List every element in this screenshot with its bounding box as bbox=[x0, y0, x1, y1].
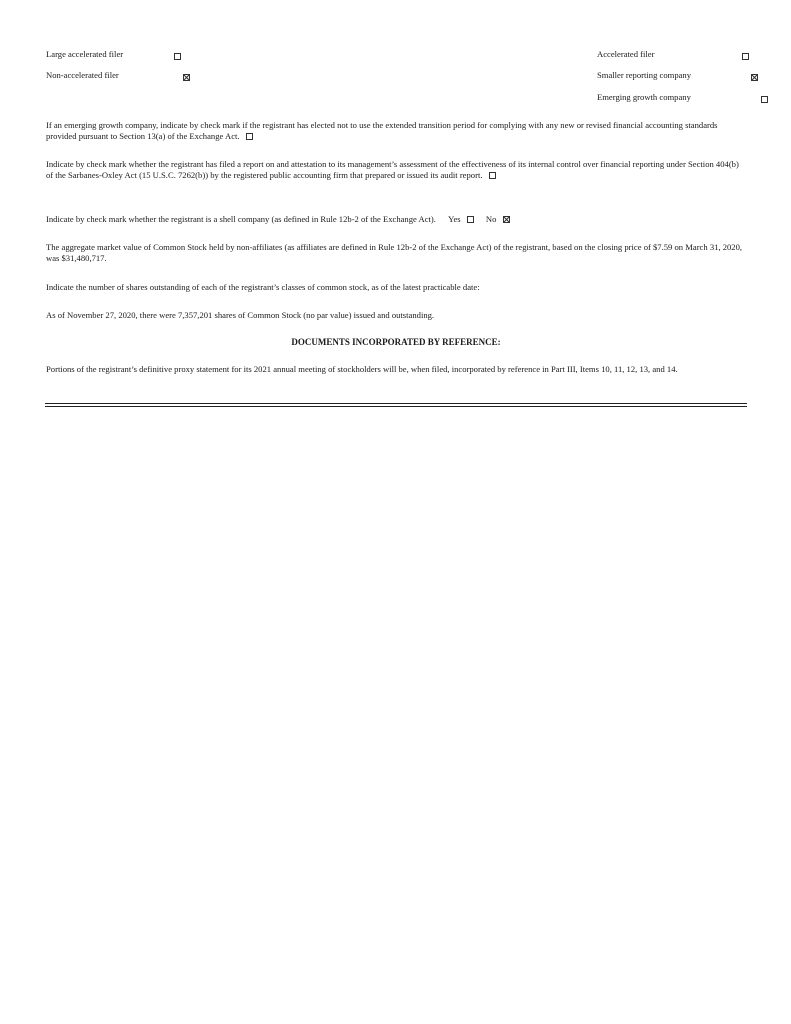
shell-company-text: Indicate by check mark whether the registrant is a shell company (as defined in Rule 12b-2 of the Exchange Act). bbox=[46, 214, 436, 224]
large-accelerated-filer-checkbox[interactable] bbox=[174, 53, 181, 60]
internal-control-report-paragraph bbox=[46, 159, 746, 181]
smaller-reporting-company-checkbox[interactable] bbox=[751, 74, 758, 81]
documents-incorporated-paragraph: Portions of the registrant’s definitive proxy statement for its 2021 annual meeting of stockholders will be, when filed, incorporated by reference in Part III, Items 10, 11, 12, 13, and 14. bbox=[46, 364, 678, 374]
accelerated-filer-checkbox[interactable] bbox=[742, 53, 749, 60]
emerging-growth-election-paragraph bbox=[46, 120, 746, 142]
documents-incorporated-heading: DOCUMENTS INCORPORATED BY REFERENCE: bbox=[291, 337, 501, 347]
shell-no-label: No bbox=[485, 214, 497, 224]
smaller-reporting-company-label: Smaller reporting company bbox=[597, 70, 692, 80]
section-divider-top-rule bbox=[45, 403, 747, 404]
shell-company-paragraph bbox=[46, 214, 746, 225]
section-divider-bottom-rule bbox=[45, 406, 747, 407]
emerging-growth-company-checkbox[interactable] bbox=[761, 96, 768, 103]
emerging-growth-election-text: If an emerging growth company, indicate by check mark if the registrant has elected not to use the extended transition period for complying with any new or revised financial accounting standards provided pursuant to Section 13(a) of the Exchange Act. bbox=[46, 120, 718, 141]
internal-control-report-text: Indicate by check mark whether the registrant has filed a report on and attestation to its management’s assessment of the effectiveness of its internal control over financial reporting under Section 404(b) of the Sarbanes-Oxley Act (15 U.S.C. 7262(b)) by the registered public accounting firm that prepared or issued its audit report. bbox=[46, 159, 739, 180]
large-accelerated-filer-label: Large accelerated filer bbox=[46, 49, 124, 59]
shell-yes-label: Yes bbox=[448, 214, 461, 224]
non-accelerated-filer-label: Non-accelerated filer bbox=[46, 70, 119, 80]
market-value-paragraph: The aggregate market value of Common Stock held by non-affiliates (as affiliates are defined in Rule 12b-2 of the Exchange Act) of the registrant, based on the closing price of $7.59 on March 31, 2020, was $31,480,717. bbox=[46, 242, 743, 263]
shares-outstanding-prompt: Indicate the number of shares outstanding of each of the registrant’s classes of common stock, as of the latest practicable date: bbox=[46, 282, 480, 292]
shell-no-checkbox[interactable] bbox=[503, 216, 510, 223]
emerging-growth-election-checkbox[interactable] bbox=[246, 133, 253, 140]
shares-outstanding-statement: As of November 27, 2020, there were 7,357,201 shares of Common Stock (no par value) issued and outstanding. bbox=[46, 310, 435, 320]
internal-control-report-checkbox[interactable] bbox=[489, 172, 496, 179]
accelerated-filer-label: Accelerated filer bbox=[597, 49, 655, 59]
emerging-growth-company-label: Emerging growth company bbox=[597, 92, 691, 102]
shell-yes-checkbox[interactable] bbox=[467, 216, 474, 223]
non-accelerated-filer-checkbox[interactable] bbox=[183, 74, 190, 81]
